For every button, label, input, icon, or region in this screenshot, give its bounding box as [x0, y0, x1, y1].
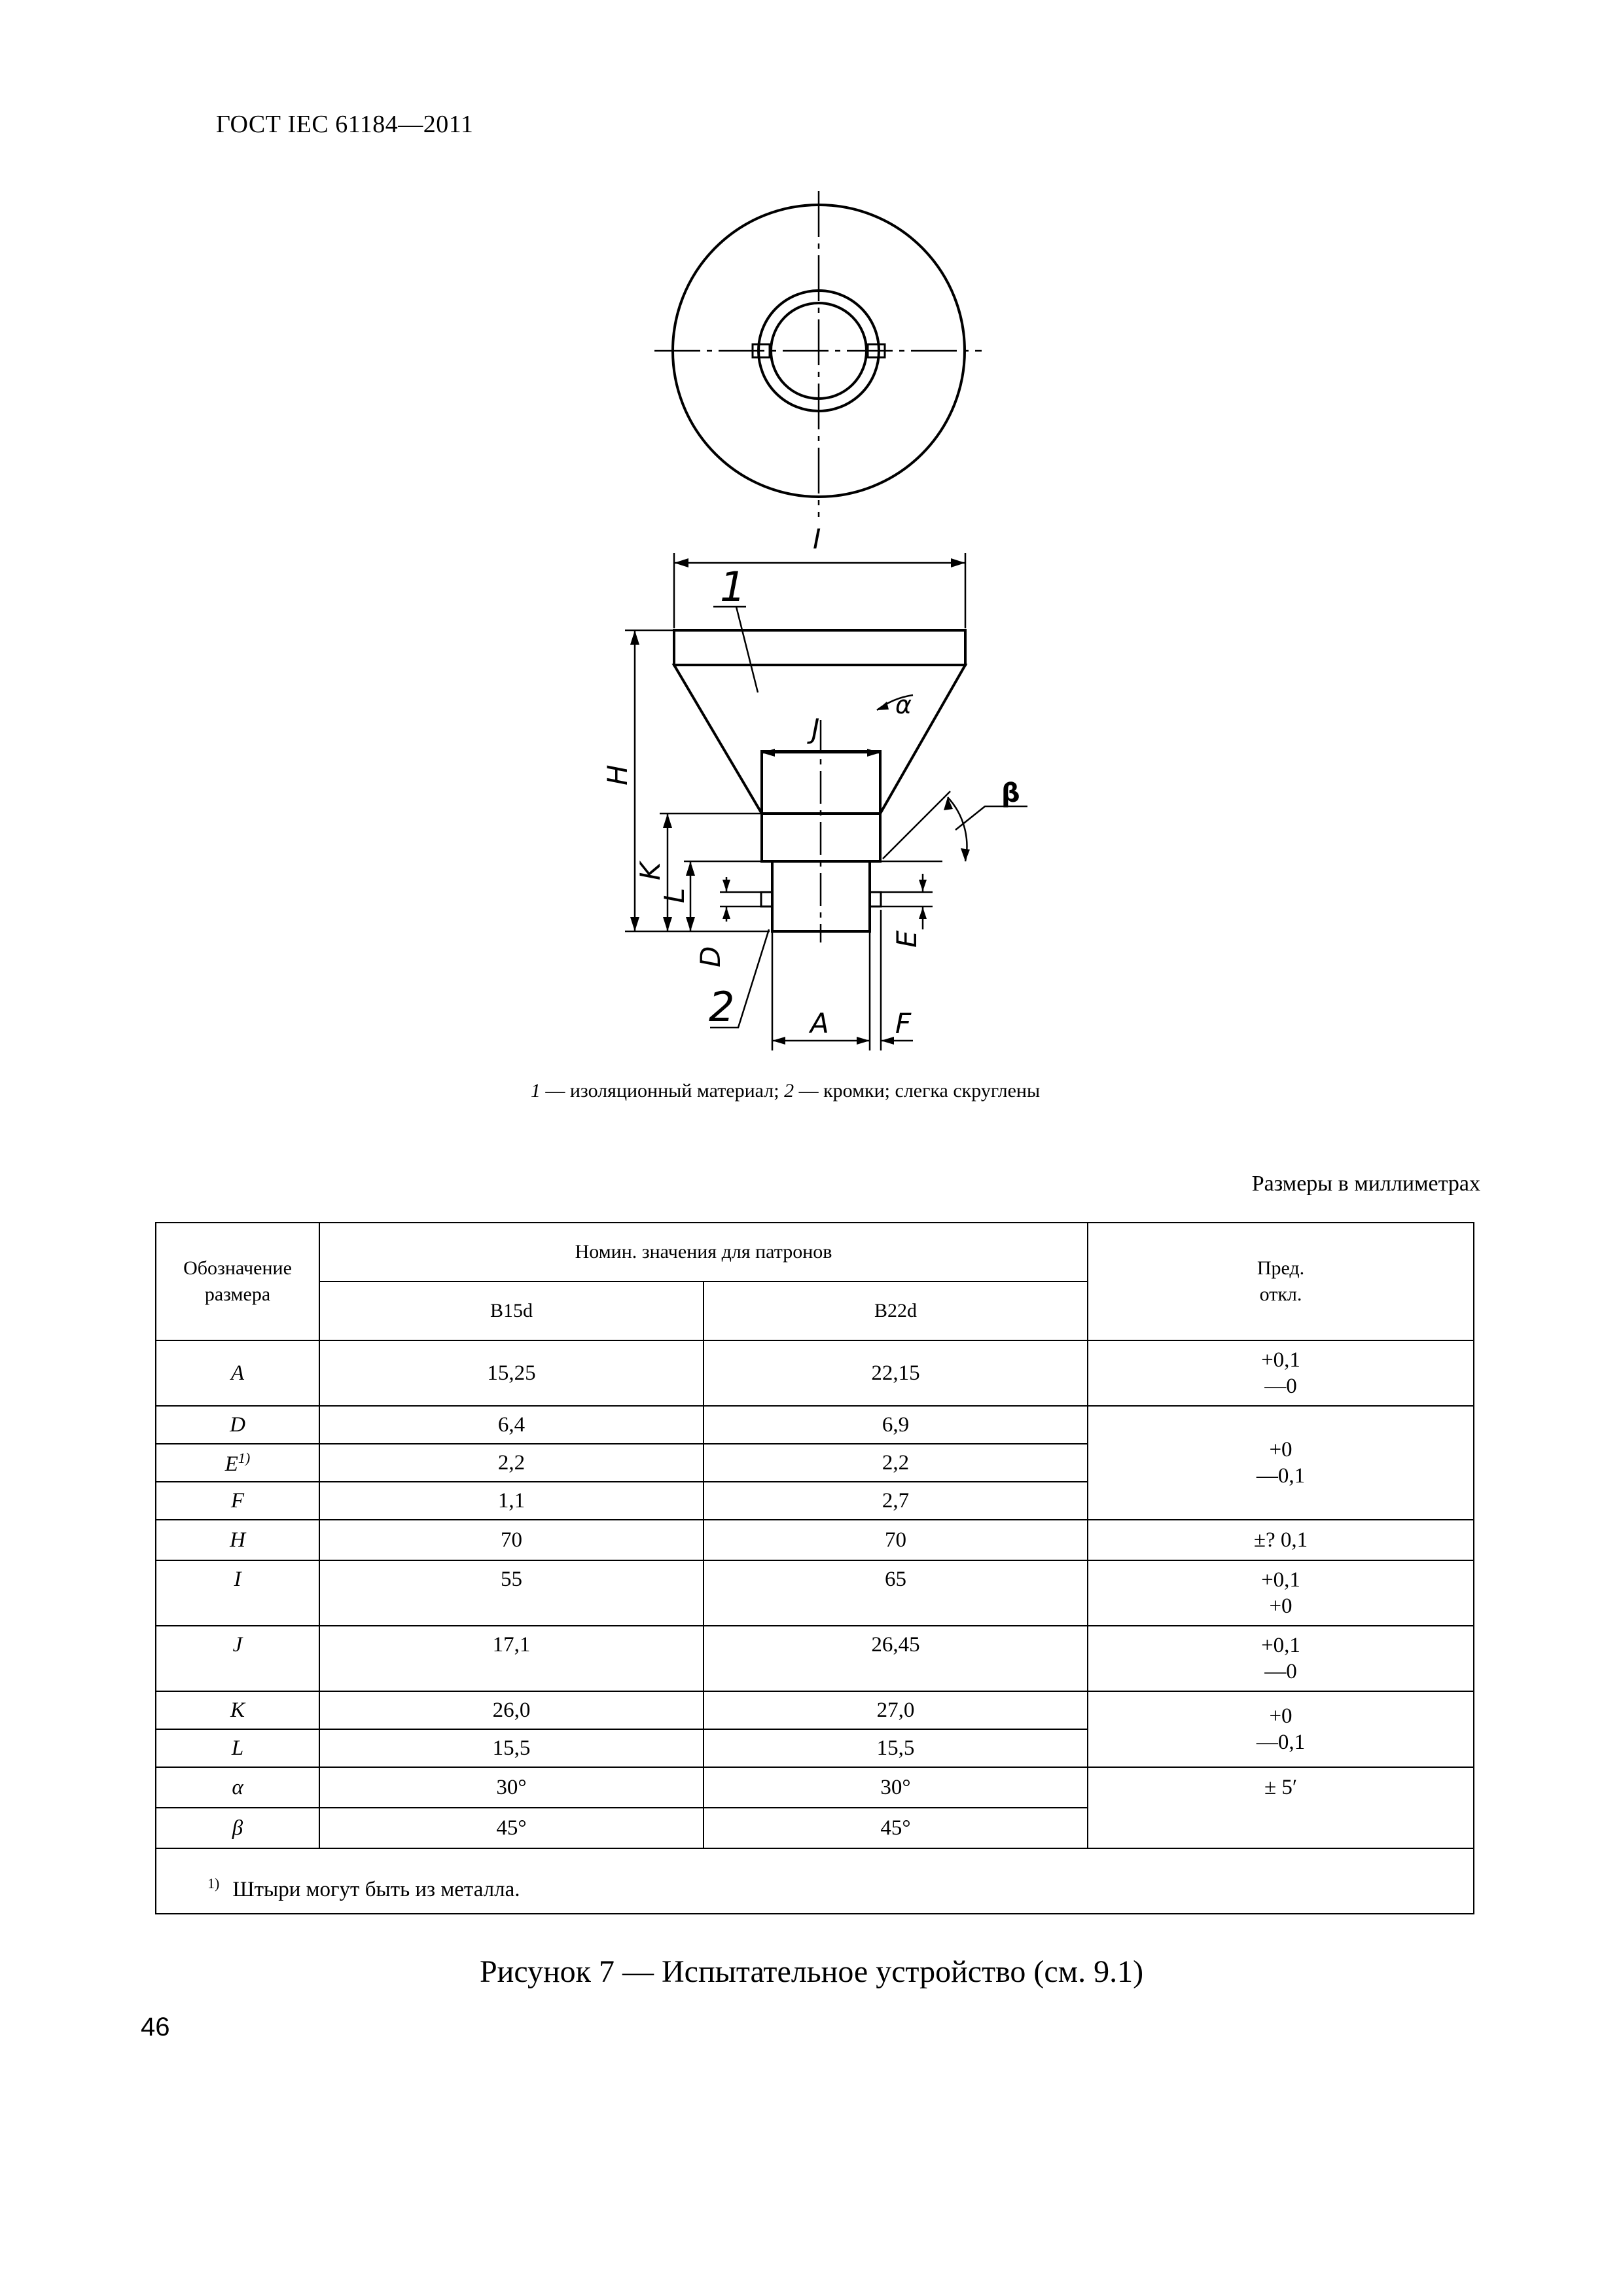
- table-footnote: [156, 1848, 1474, 1914]
- row-b22d: 27,0: [704, 1691, 1088, 1729]
- table-row: [156, 1560, 1474, 1626]
- row-b22d: 2,2: [704, 1444, 1088, 1482]
- document-header: ГОСТ IEC 61184—2011: [216, 111, 474, 138]
- row-symbol: A: [156, 1340, 319, 1406]
- row-b15d: 26,0: [319, 1691, 704, 1729]
- row-b15d: 15,5: [319, 1729, 704, 1767]
- row-b15d: 17,1: [319, 1626, 704, 1691]
- row-b15d: 2,2: [319, 1444, 704, 1482]
- label-alpha: α: [895, 691, 912, 719]
- row-b15d: 1,1: [319, 1482, 704, 1520]
- row-symbol: K: [156, 1691, 319, 1729]
- row-symbol: F: [156, 1482, 319, 1520]
- row-b22d: 70: [704, 1520, 1088, 1560]
- row-tolerance: +0 —0,1: [1088, 1691, 1474, 1767]
- row-b22d: 45°: [704, 1808, 1088, 1848]
- table-row: [156, 1626, 1474, 1691]
- row-tolerance: ±? 0,1: [1088, 1520, 1474, 1560]
- row-b22d: 15,5: [704, 1729, 1088, 1767]
- figure-caption: Рисунок 7 — Испытательное устройство (см. 9.1): [479, 1954, 1144, 1989]
- side-view-top-plate: [674, 630, 965, 665]
- row-b15d: 6,4: [319, 1406, 704, 1444]
- side-view-right-pin: [870, 892, 881, 906]
- footnote-ref: 1): [238, 1449, 251, 1466]
- label-E: E: [891, 930, 923, 948]
- row-tolerance: +0,1 —0: [1088, 1626, 1474, 1691]
- row-symbol: I: [156, 1560, 319, 1626]
- label-K: K: [634, 862, 666, 880]
- label-F: F: [895, 1007, 912, 1039]
- label-I: I: [813, 523, 821, 555]
- label-H: H: [601, 764, 633, 785]
- row-tolerance: +0 —0,1: [1088, 1406, 1474, 1520]
- label-beta: β: [1001, 778, 1020, 808]
- label-1: 1: [720, 563, 746, 611]
- units-note: Размеры в миллиметрах: [1251, 1172, 1480, 1196]
- row-b22d: 6,9: [704, 1406, 1088, 1444]
- test-device-drawing: [576, 183, 1099, 1060]
- row-tolerance: +0,1 +0: [1088, 1560, 1474, 1626]
- label-J: J: [812, 713, 820, 745]
- row-b15d: 30°: [319, 1767, 704, 1808]
- row-b15d: 45°: [319, 1808, 704, 1848]
- label-D: D: [694, 946, 726, 967]
- legend-text-2: — кромки; слегка скруглены: [794, 1080, 1041, 1102]
- legend-number-1: 1: [530, 1080, 541, 1102]
- row-tolerance: ± 5′: [1088, 1767, 1474, 1848]
- table-row: [156, 1767, 1474, 1808]
- legend-text-1: — изоляционный материал;: [540, 1080, 785, 1102]
- row-b22d: 22,15: [704, 1340, 1088, 1406]
- row-b15d: 15,25: [319, 1340, 704, 1406]
- row-symbol: L: [156, 1729, 319, 1767]
- row-tolerance: +0,1 —0: [1088, 1340, 1474, 1406]
- footnote-mark: 1): [207, 1874, 220, 1892]
- header-tolerance: Пред. откл.: [1088, 1223, 1474, 1340]
- header-designation: Обозначение размера: [156, 1223, 319, 1340]
- row-symbol: J: [156, 1626, 319, 1691]
- row-symbol: α: [156, 1767, 319, 1808]
- table-row: [156, 1340, 1474, 1406]
- header-nominal: Номин. значения для патронов: [319, 1223, 1088, 1282]
- label-L: L: [658, 888, 690, 903]
- row-b22d: 65: [704, 1560, 1088, 1626]
- figure-legend: [497, 1077, 1073, 1105]
- side-view-cone: [674, 665, 965, 814]
- dimensions-table: [155, 1222, 1474, 1914]
- row-symbol: H: [156, 1520, 319, 1560]
- page-number: 46: [141, 2013, 170, 2041]
- table-row: [156, 1406, 1474, 1444]
- footnote-text: Штыри могут быть из металла.: [232, 1877, 520, 1901]
- row-b22d: 30°: [704, 1767, 1088, 1808]
- row-symbol: D: [156, 1406, 319, 1444]
- row-symbol: $E^{1)}$: [156, 1444, 319, 1482]
- legend-number-2: 2: [784, 1080, 794, 1102]
- row-symbol: β: [156, 1808, 319, 1848]
- row-b15d: 70: [319, 1520, 704, 1560]
- header-b22d: B22d: [704, 1282, 1088, 1340]
- row-b15d: 55: [319, 1560, 704, 1626]
- header-b15d: B15d: [319, 1282, 704, 1340]
- table-row: [156, 1520, 1474, 1560]
- row-b22d: 2,7: [704, 1482, 1088, 1520]
- label-2: 2: [709, 983, 735, 1031]
- label-A: A: [810, 1007, 829, 1039]
- table-row: [156, 1691, 1474, 1729]
- side-view-left-pin: [761, 892, 772, 906]
- row-b22d: 26,45: [704, 1626, 1088, 1691]
